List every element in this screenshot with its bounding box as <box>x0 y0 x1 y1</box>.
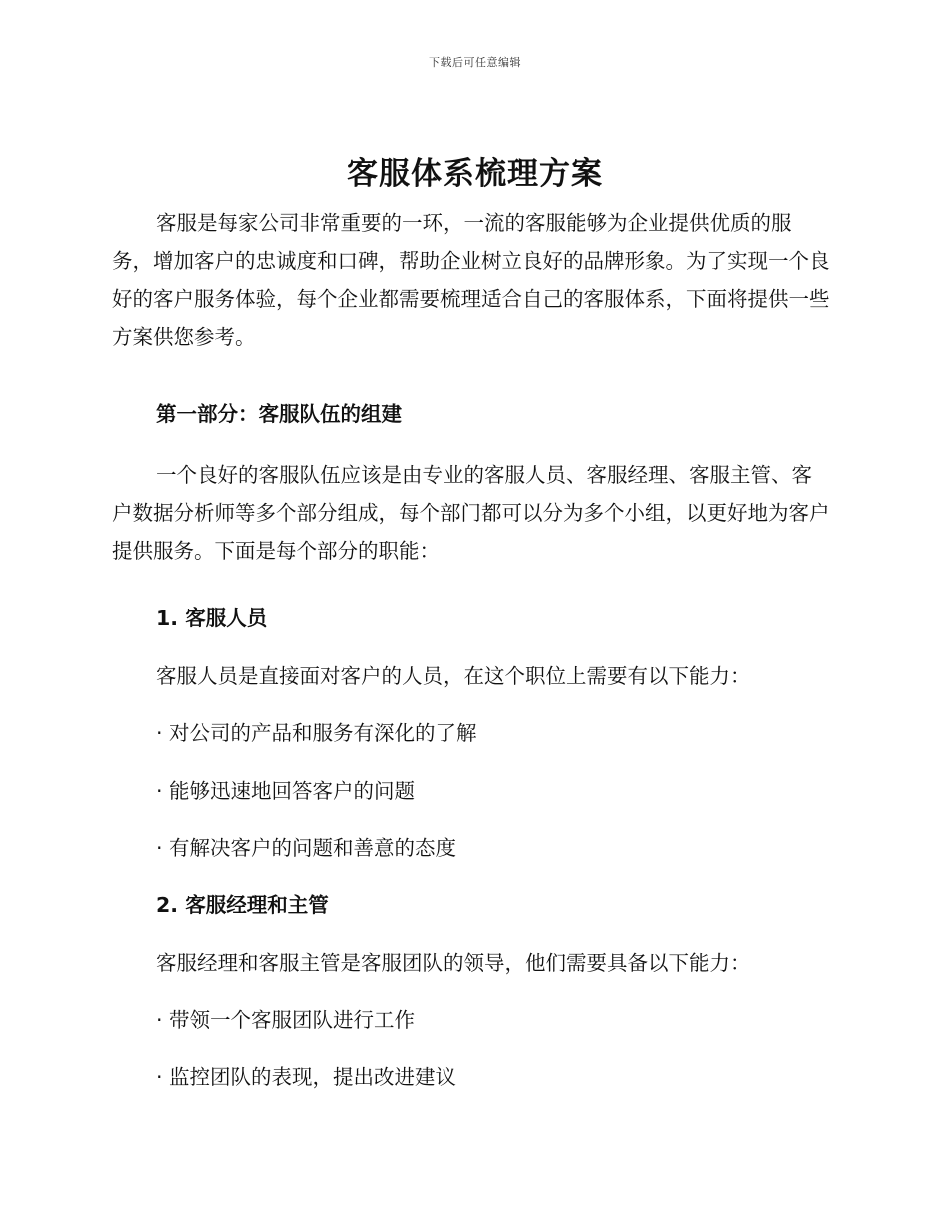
subheading-managers: 2. 客服经理和主管 <box>156 893 329 917</box>
team-paragraph: 一个良好的客服队伍应该是由专业的客服人员、客服经理、客服主管、客户数据分析师等多个部分组成，每个部门都可以分为多个小组，以更好地为客户提供服务。下面是每个部分的职能： <box>112 463 830 563</box>
bullet-item: · 有解决客户的问题和善意的态度 <box>156 836 457 860</box>
staff-intro: 客服人员是直接面对客户的人员，在这个职位上需要有以下能力： <box>156 664 751 688</box>
header-note: 下载后可任意编辑 <box>429 56 521 69</box>
document-title: 客服体系梳理方案 <box>347 156 603 192</box>
intro-paragraph: 客服是每家公司非常重要的一环，一流的客服能够为企业提供优质的服务，增加客户的忠诚度和口碑，帮助企业树立良好的品牌形象。为了实现一个良好的客户服务体验，每个企业都需要梳理适合自己的客服体系，下面将提供一些方案供您参考。 <box>112 211 830 349</box>
section-heading-team: 第一部分：客服队伍的组建 <box>156 402 402 426</box>
managers-intro: 客服经理和客服主管是客服团队的领导，他们需要具备以下能力： <box>156 951 751 975</box>
subheading-staff: 1. 客服人员 <box>156 606 268 630</box>
bullet-item: · 监控团队的表现，提出改进建议 <box>156 1065 457 1089</box>
bullet-item: · 对公司的产品和服务有深化的了解 <box>156 721 477 745</box>
bullet-item: · 能够迅速地回答客户的问题 <box>156 779 416 803</box>
bullet-item: · 带领一个客服团队进行工作 <box>156 1008 416 1032</box>
